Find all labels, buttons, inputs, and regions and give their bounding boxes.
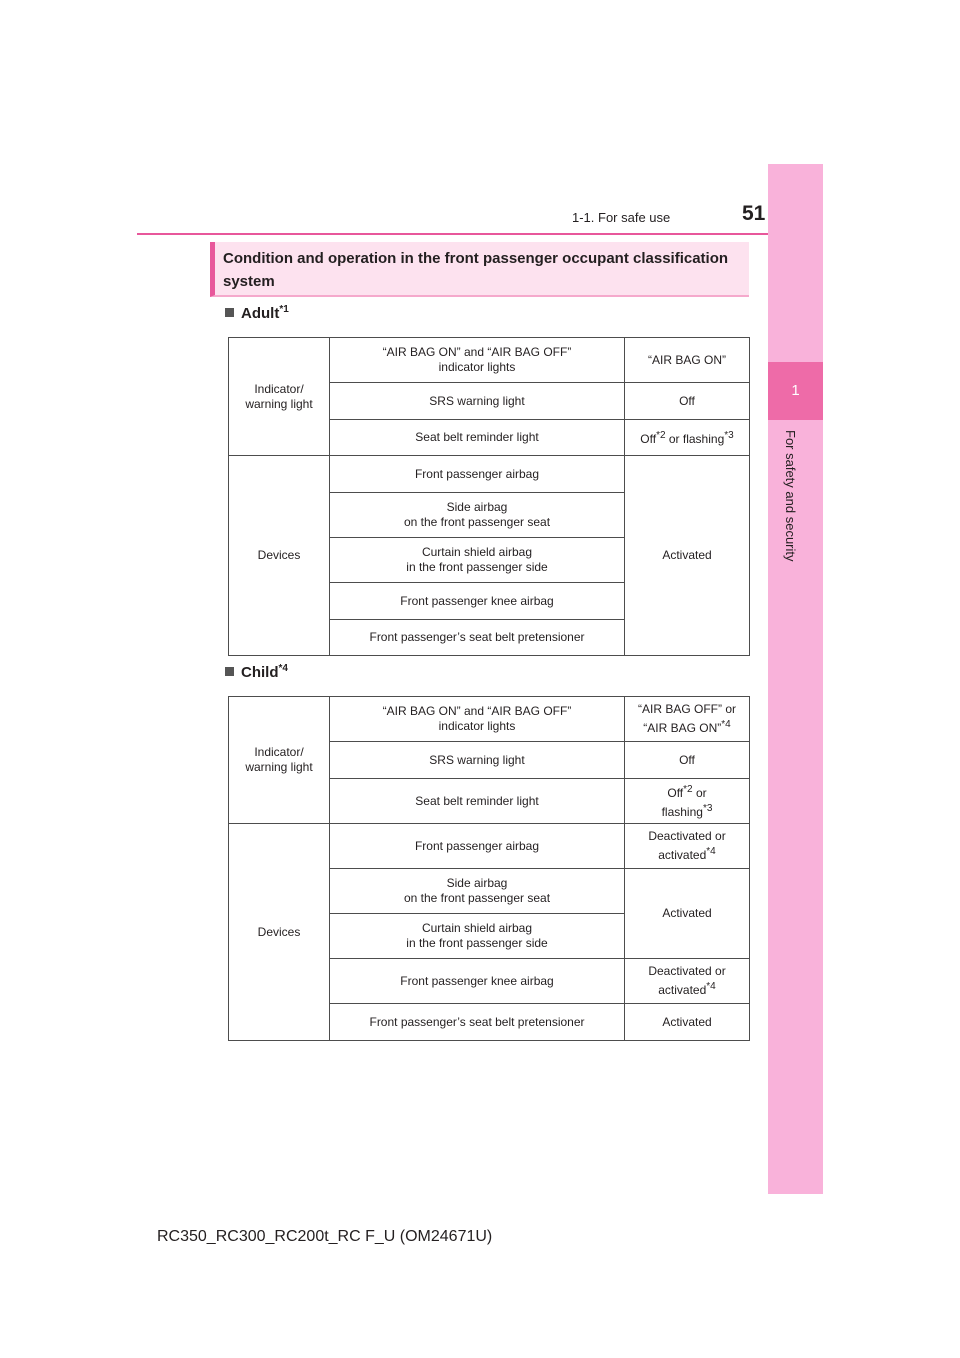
table-cell: Seat belt reminder light xyxy=(330,420,625,456)
square-bullet-icon xyxy=(225,667,234,676)
table-cell xyxy=(330,697,625,742)
cell-text: Off xyxy=(640,432,657,446)
table-cell xyxy=(330,493,625,538)
devices-label-cell: Devices xyxy=(229,456,330,656)
cell-line: in the front passenger side xyxy=(406,936,548,950)
cell-line xyxy=(629,717,745,736)
condition-heading: Condition and operation in the front passenger occupant classification system xyxy=(210,242,749,297)
footnote-ref: *4 xyxy=(721,719,731,730)
table-cell: “AIR BAG ON” xyxy=(625,338,750,383)
footnote-ref: *4 xyxy=(278,663,288,674)
cell-line: on the front passenger seat xyxy=(403,891,551,905)
cell-line: indicator lights xyxy=(438,719,516,733)
child-heading xyxy=(225,663,288,681)
table-cell xyxy=(330,914,625,959)
cell-line: on the front passenger seat xyxy=(403,515,551,529)
cell-line: Side airbag xyxy=(446,500,508,514)
cell-line: Deactivated or xyxy=(648,964,726,978)
cell-line: “AIR BAG OFF” or xyxy=(637,702,736,716)
table-cell xyxy=(625,959,750,1004)
cell-text: activated xyxy=(658,983,707,997)
table-row xyxy=(229,697,750,742)
table-row xyxy=(229,456,750,493)
cell-line: “AIR BAG ON” and “AIR BAG OFF” xyxy=(382,345,572,359)
cell-text: “AIR BAG ON” xyxy=(643,721,722,735)
table-cell: Front passenger airbag xyxy=(330,824,625,869)
table-cell xyxy=(625,697,750,742)
footnote-ref: *3 xyxy=(724,430,734,441)
chapter-sidebar xyxy=(768,164,823,1194)
devices-status-cell: Activated xyxy=(625,456,750,656)
table-cell xyxy=(625,824,750,869)
devices-label-cell: Devices xyxy=(229,824,330,1041)
footnote-ref: *4 xyxy=(706,846,716,857)
model-code-footer: RC350_RC300_RC200t_RC F_U (OM24671U) xyxy=(157,1228,493,1245)
cell-line xyxy=(629,782,745,801)
table-cell: Front passenger’s seat belt pretensioner xyxy=(330,620,625,656)
adult-table xyxy=(228,337,750,656)
adult-heading-text: Adult xyxy=(241,305,280,322)
header-divider xyxy=(137,233,823,235)
table-row xyxy=(229,824,750,869)
table-cell: Front passenger knee airbag xyxy=(330,959,625,1004)
cell-line: Side airbag xyxy=(446,876,508,890)
cell-line: indicator lights xyxy=(438,360,516,374)
chapter-number-tab[interactable]: 1 xyxy=(768,362,823,420)
table-cell: Front passenger airbag xyxy=(330,456,625,493)
page-number: 51 xyxy=(742,202,766,225)
indicator-label-cell: Indicator/ warning light xyxy=(229,338,330,456)
cell-line: Curtain shield airbag xyxy=(421,545,533,559)
child-heading-text: Child xyxy=(241,664,279,681)
table-cell: Activated xyxy=(625,1004,750,1041)
table-cell xyxy=(625,779,750,824)
footnote-ref: *2 xyxy=(683,784,693,795)
footnote-ref: *1 xyxy=(279,304,289,315)
table-cell xyxy=(625,420,750,456)
table-cell xyxy=(330,538,625,583)
table-cell: Front passenger knee airbag xyxy=(330,583,625,620)
table-cell xyxy=(330,869,625,914)
cell-line: “AIR BAG ON” and “AIR BAG OFF” xyxy=(382,704,572,718)
cell-line xyxy=(629,979,745,998)
cell-text: or flashing xyxy=(665,432,725,446)
cell-text: or xyxy=(692,786,707,800)
table-cell: Off xyxy=(625,742,750,779)
cell-line: in the front passenger side xyxy=(406,560,548,574)
chapter-title xyxy=(783,430,809,610)
cell-text: activated xyxy=(658,848,707,862)
table-cell: SRS warning light xyxy=(330,383,625,420)
footnote-ref: *4 xyxy=(706,981,716,992)
indicator-label-cell: Indicator/ warning light xyxy=(229,697,330,824)
footnote-ref: *2 xyxy=(656,430,666,441)
table-row xyxy=(229,338,750,383)
cell-line: Deactivated or xyxy=(648,829,726,843)
cell-text: Off xyxy=(667,786,684,800)
table-cell: Off xyxy=(625,383,750,420)
cell-line xyxy=(629,844,745,863)
cell-text: flashing xyxy=(661,805,703,819)
adult-heading xyxy=(225,304,289,322)
cell-line: Curtain shield airbag xyxy=(421,921,533,935)
table-cell: Seat belt reminder light xyxy=(330,779,625,824)
merged-status-cell: Activated xyxy=(625,869,750,959)
table-cell xyxy=(330,338,625,383)
table-cell: Front passenger’s seat belt pretensioner xyxy=(330,1004,625,1041)
chapter-title-text: For safety and security xyxy=(783,430,798,562)
square-bullet-icon xyxy=(225,308,234,317)
child-table xyxy=(228,696,750,1041)
section-title: 1-1. For safe use xyxy=(572,210,671,225)
table-cell: SRS warning light xyxy=(330,742,625,779)
cell-line xyxy=(629,801,745,820)
footnote-ref: *3 xyxy=(702,803,713,814)
